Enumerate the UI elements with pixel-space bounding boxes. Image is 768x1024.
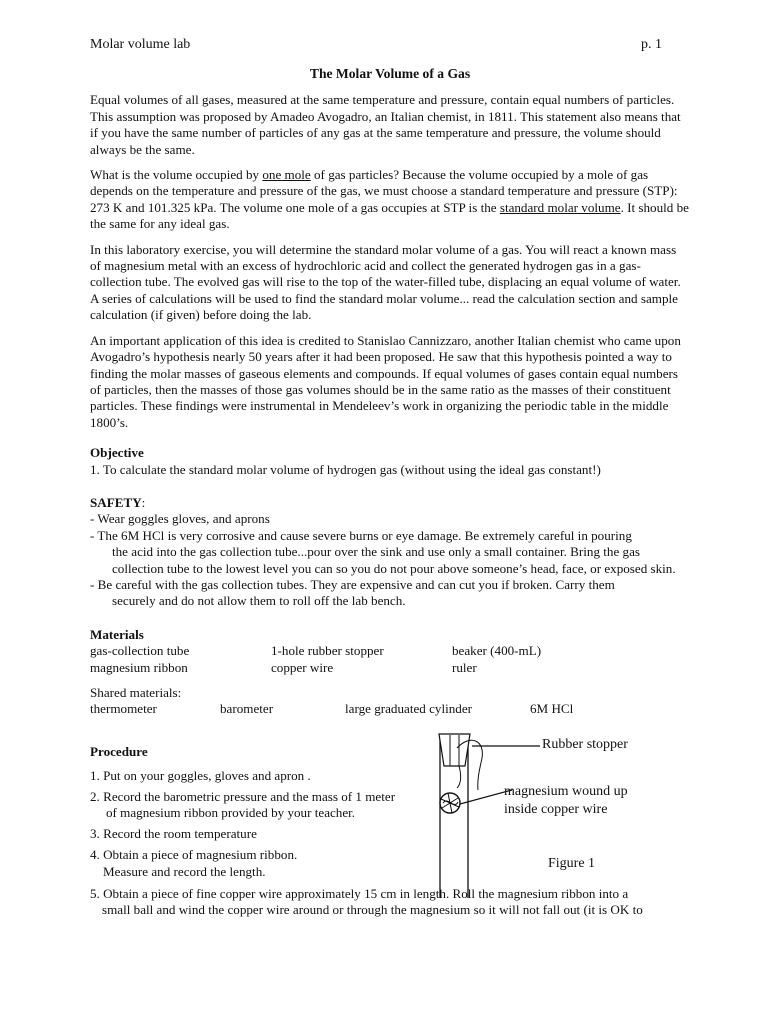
procedure-step-5: [90, 886, 690, 919]
underlined-term: one mole: [262, 167, 311, 183]
procedure-step: 4. Obtain a piece of magnesium ribbon.: [90, 847, 298, 863]
materials-heading: Materials: [90, 626, 144, 642]
material-item: gas-collection tube: [90, 643, 190, 659]
text-run: . It should be the same for any ideal gas.: [90, 199, 689, 232]
material-item: large graduated cylinder: [345, 701, 472, 717]
material-item: barometer: [220, 701, 274, 717]
shared-materials-label: Shared materials:: [90, 684, 182, 700]
procedure-section: [90, 736, 690, 934]
procedure-step: 3. Record the room temperature: [90, 826, 257, 842]
header-title: Molar volume lab: [90, 37, 191, 52]
rubber-stopper-shape: [439, 734, 470, 766]
text-run: :: [141, 494, 146, 510]
safety-heading-line: [90, 495, 690, 511]
intro-paragraph-4: An important application of this idea is credited to Stanislao Cannizzaro, another Italian chemist who came upon Avogadro’s hypothesis nearly 50 years after it had been proposed. He saw that this hypothesis pointed a way to finding the molar masses of gaseous elements and compounds. If equal volumes of gases contain equal numbers of particles, then the masses of those gas volumes should be in the same ratio as the masses of their constituent particles. These findings were instrumental in Mendeleev’s work in organizing the periodic table in the middle 1800’s.: [90, 332, 681, 430]
material-item: ruler: [452, 659, 477, 675]
shared-materials-row: [90, 701, 690, 717]
safety-item: - Be careful with the gas collection tubes. They are expensive and can cut you if broken. Carry them: [90, 576, 615, 592]
materials-row: [90, 643, 690, 659]
safety-item: - The 6M HCl is very corrosive and cause severe burns or eye damage. Be extremely careful in pouring: [90, 527, 632, 543]
procedure-step: 1. Put on your goggles, gloves and apron .: [90, 768, 311, 784]
materials-row: [90, 660, 690, 676]
text-run: What is the volume occupied by: [90, 167, 263, 183]
underlined-term: standard molar volume: [499, 199, 621, 215]
document-page: [90, 37, 690, 934]
procedure-step-continuation: small ball and wind the copper wire around or through the magnesium so it will not fall out (it is OK to: [102, 902, 643, 918]
page-number: p. 1: [641, 37, 662, 52]
intro-paragraph-1: Equal volumes of all gases, measured at the same temperature and pressure, contain equal numbers of particles. This assumption was proposed by Amadeo Avogadro, an Italian chemist, in 1811. This statement also means that if you have the same number of particles of any gas at the same temperature and pressure, the volume should always be the same.: [90, 92, 681, 157]
material-item: beaker (400-mL): [452, 643, 542, 659]
label-rubber-stopper: Rubber stopper: [542, 736, 628, 752]
safety-item-continuation: securely and do not allow them to roll off the lab bench.: [112, 593, 406, 609]
safety-item-continuation: the acid into the gas collection tube...pour over the sink and use only a small container. Bring the gas collection tube to the lowest level you can so you do not pour above someone’s head, face, or exposed skin.: [112, 544, 676, 576]
text-run: of gas particles? Because the volume occupied by a mole of gas depends on the temperature and pressure of the gas, we must choose a standard temperature and pressure (STP): 273 K and 101.325 kPa. The volume one mole of a gas occupies at STP is the: [90, 167, 678, 215]
procedure-step-continuation: of magnesium ribbon provided by your teacher.: [106, 805, 356, 821]
objective-heading: Objective: [90, 445, 144, 461]
materials-section: [90, 627, 690, 718]
intro-paragraph-3: In this laboratory exercise, you will determine the standard molar volume of a gas. You will react a known mass of magnesium metal with an excess of hydrochloric acid and collect the generated hydrogen gas in a gas-collection tube. The evolved gas will rise to the top of the water-filled tube, displacing an equal volume of water. A series of calculations will be used to find the standard molar volume... read the calculation section and sample calculation (if given) before doing the lab.: [90, 241, 681, 323]
figure-1: [430, 728, 700, 888]
objective-section: [90, 445, 690, 478]
safety-item: - Wear goggles gloves, and aprons: [90, 511, 270, 527]
material-item: copper wire: [271, 659, 334, 675]
material-item: magnesium ribbon: [90, 659, 188, 675]
label-magnesium-line-2: inside copper wire: [504, 801, 608, 817]
procedure-heading: Procedure: [90, 743, 148, 759]
figure-caption: Figure 1: [548, 855, 596, 871]
material-item: 1-hole rubber stopper: [271, 643, 384, 659]
procedure-step: 2. Record the barometric pressure and the mass of 1 meter: [90, 789, 396, 805]
procedure-steps: [90, 744, 440, 880]
intro-paragraph-2: [90, 167, 690, 233]
material-item: thermometer: [90, 701, 157, 717]
document-title: The Molar Volume of a Gas: [309, 66, 471, 81]
procedure-step-continuation: Measure and record the length.: [103, 863, 266, 879]
safety-section: [90, 495, 690, 610]
objective-item: 1. To calculate the standard molar volume of hydrogen gas (without using the ideal gas constant!): [90, 461, 601, 477]
label-magnesium: magnesium wound up: [504, 783, 628, 799]
safety-heading: SAFETY: [90, 494, 142, 510]
procedure-step: 5. Obtain a piece of fine copper wire approximately 15 cm in length. Roll the magnesium ribbon into a: [90, 885, 629, 901]
material-item: 6M HCl: [530, 701, 574, 717]
page-header: [90, 37, 690, 57]
